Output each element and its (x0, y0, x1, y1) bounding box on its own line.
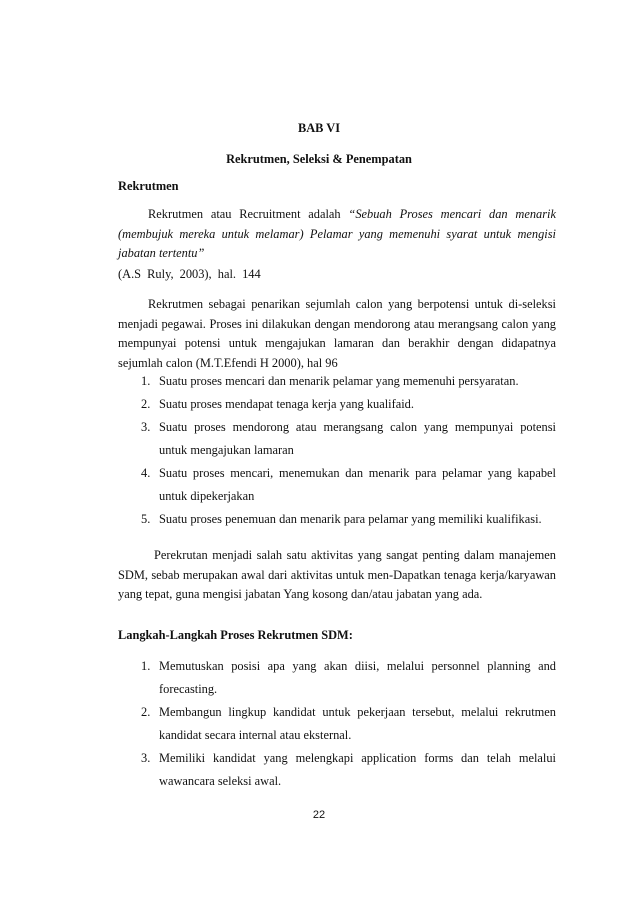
list-item-number: 3. (141, 420, 151, 434)
list-item-text: Suatu proses mencari dan menarik pelamar yang memenuhi persyaratan. (159, 374, 519, 388)
list-item-number: 3. (141, 751, 151, 765)
section-heading-rekrutmen: Rekrutmen (118, 179, 179, 193)
langkah-list (141, 655, 556, 793)
definition-quote: “Sebuah Proses mencari dan menarik (membujuk mereka untuk melamar) Pelamar yang memenuhi syarat untuk mengisi jabatan tertentu” (118, 207, 556, 260)
chapter-title: BAB VI (297, 121, 341, 135)
definition-lead: Rekrutmen atau Recruitment adalah (148, 207, 349, 221)
chapter-subtitle: Rekrutmen, Seleksi & Penempatan (226, 152, 412, 166)
list-item-number: 1. (141, 659, 151, 673)
definition-paragraph (118, 205, 556, 264)
list-item-text: Memutuskan posisi apa yang akan diisi, melalui personnel planning and forecasting. (159, 659, 556, 696)
list-item (141, 655, 556, 701)
list-item-text: Suatu proses penemuan dan menarik para pelamar yang memiliki kualifikasi. (159, 512, 542, 526)
list-item (141, 701, 556, 747)
list-item-text: Memiliki kandidat yang melengkapi application forms dan telah melalui wawancara seleksi awal. (159, 751, 556, 788)
citation: (A.S Ruly, 2003), hal. 144 (118, 267, 261, 281)
list-item-number: 2. (141, 705, 151, 719)
list-item (141, 508, 556, 531)
list-item (141, 747, 556, 793)
list-item-text: Suatu proses mendapat tenaga kerja yang kualifaid. (159, 397, 414, 411)
list-item (141, 416, 556, 462)
list-item-number: 5. (141, 512, 151, 526)
section-heading-langkah: Langkah-Langkah Proses Rekrutmen SDM: (118, 628, 353, 642)
list-item (141, 370, 556, 393)
paragraph-perekrutan: Perekrutan menjadi salah satu aktivitas yang sangat penting dalam manajemen SDM, sebab merupakan awal dari aktivitas untuk men-Dapatkan tenaga kerja/karyawan yang tepat, guna mengisi jabatan Yang kosong dan/atau jabatan yang ada. (118, 548, 556, 601)
rekrutmen-list (141, 370, 556, 531)
page-number: 22 (312, 809, 326, 821)
list-item (141, 462, 556, 508)
paragraph-rekrutmen-definition-2: Rekrutmen sebagai penarikan sejumlah calon yang berpotensi untuk di-seleksi menjadi pegawai. Proses ini dilakukan dengan mendorong atau merangsang calon yang mempunyai potensi untuk mengajukan lamaran dan berakhir dengan didapatnya sejumlah calon (M.T.Efendi H 2000), hal 96 (118, 297, 556, 370)
list-item-text: Membangun lingkup kandidat untuk pekerjaan tersebut, melalui rekrutmen kandidat secara internal atau eksternal. (159, 705, 556, 742)
list-item-number: 4. (141, 466, 151, 480)
list-item (141, 393, 556, 416)
list-item-number: 2. (141, 397, 151, 411)
list-item-text: Suatu proses mendorong atau merangsang calon yang mempunyai potensi untuk mengajukan lamaran (159, 420, 556, 457)
list-item-number: 1. (141, 374, 151, 388)
list-item-text: Suatu proses mencari, menemukan dan menarik para pelamar yang kapabel untuk dipekerjakan (159, 466, 556, 503)
